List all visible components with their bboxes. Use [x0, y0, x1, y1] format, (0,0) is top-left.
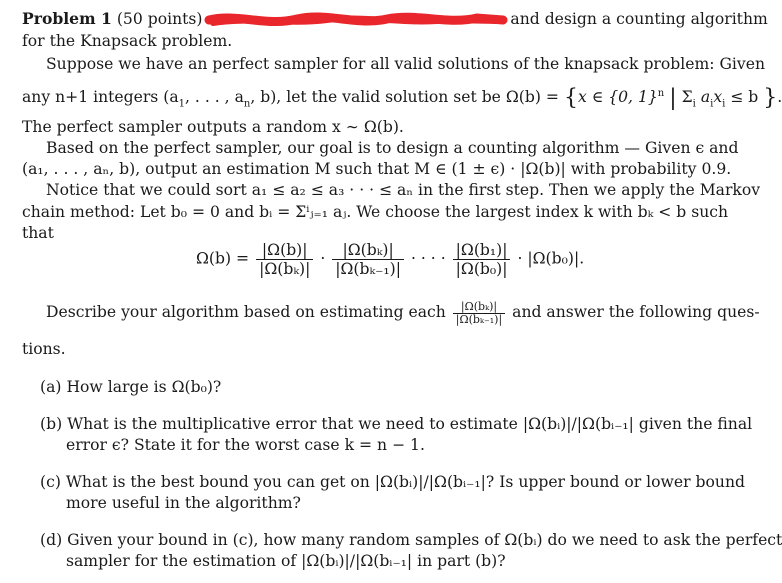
set-a: a — [700, 88, 711, 107]
eq-tail: · |Ω(b₀)|. — [517, 249, 585, 268]
set-bar: | — [669, 85, 677, 111]
right-brace: } — [763, 85, 778, 111]
para1-line3: The perfect sampler outputs a random x ∼ Ω(b). — [22, 118, 404, 136]
set-sup: n — [657, 88, 665, 99]
question-c-line2: more useful in the algorithm? — [66, 494, 301, 512]
describe-post: and answer the following ques- — [512, 303, 760, 321]
para2-line2: (a₁, . . . , aₙ, b), output an estimation M such that M ∈ (1 ± ϵ) · |Ω(b)| with probability 0.9. — [22, 160, 732, 178]
eq-f1-den: |Ω(bₖ)| — [259, 260, 311, 278]
describe-line — [46, 300, 760, 326]
question-d-line1: Given your bound in (c), how many random samples of Ω(bᵢ) do we need to ask the perfect — [67, 531, 782, 549]
para1-line1: Suppose we have an perfect sampler for all valid solutions of the knapsack problem: Given — [46, 55, 765, 73]
question-c — [40, 472, 745, 493]
para3-line3: that — [22, 224, 54, 242]
para1-text-a: any n+1 integers (a — [22, 88, 179, 107]
redaction-scribble — [207, 11, 505, 29]
question-b — [40, 414, 752, 435]
eq-f2-den: |Ω(bₖ₋₁)| — [335, 260, 401, 278]
describe-f-num: |Ω(bₖ)| — [453, 301, 505, 314]
eq-lhs: Ω(b) = — [196, 249, 250, 268]
left-brace: { — [563, 85, 578, 111]
para3-line2: chain method: Let b₀ = 0 and bᵢ = Σⁱⱼ₌₁ aⱼ. We choose the largest index k with bₖ < b such — [22, 203, 729, 221]
problem-title: Problem 1 — [22, 9, 112, 28]
question-b-line2: error ϵ? State it for the worst case k = n − 1. — [66, 436, 425, 454]
set-x: x — [713, 88, 723, 107]
question-c-label: (c) — [40, 473, 61, 491]
describe-f-den: |Ω(bₖ₋₁)| — [455, 312, 503, 326]
question-a-line1: How large is Ω(b₀)? — [66, 378, 222, 396]
eq-f3-num: |Ω(b₁)| — [453, 241, 511, 260]
eq-fraction-1 — [256, 241, 313, 278]
question-d-line2: sampler for the estimation of |Ω(bᵢ)|/|Ω(bᵢ₋₁| in part (b)? — [66, 552, 506, 570]
markov-chain-equation: Ω(b) = $\frac{|\Omega(b)|}{\text{|Ω(bₖ)|}}$ · $\frac{\text{|Ω(bₖ)|}}{\text{|Ω(bₖ₋₁)|}}$ · · · · $\frac{\text{|Ω(b₁)|}}{\text{|Ω(b₀)|}}$ · |Ω(b₀)|. — [196, 241, 585, 278]
question-a — [40, 377, 221, 398]
para1-text-b: , . . . , a — [185, 88, 244, 107]
question-d — [40, 530, 782, 551]
question-b-line1: What is the multiplicative error that we need to estimate |Ω(bᵢ)|/|Ω(bᵢ₋₁| given the final — [67, 415, 753, 433]
set-le-b: ≤ b — [725, 88, 759, 107]
para1-line2: any n+1 integers ($a_1$, . . . , $a_n$, b), let the valid solution set be Ω(b) = {x ∈ {0, 1}$^n$ | $\Sigma_i$ $a_ix_i \le b$ }. — [22, 85, 782, 111]
para2-line1: Based on the perfect sampler, our goal is to design a counting algorithm — Given ϵ and — [46, 139, 739, 157]
problem-points: (50 points) — [116, 10, 203, 28]
para3-line1: Notice that we could sort a₁ ≤ a₂ ≤ a₃ · · · ≤ aₙ in the first step. Then we apply the Markov — [46, 181, 761, 199]
eq-f3-den: |Ω(b₀)| — [455, 260, 508, 278]
question-c-line1: What is the best bound you can get on |Ω(bᵢ)|/|Ω(bᵢ₋₁|? Is upper bound or lower bound — [65, 473, 745, 491]
describe-line2: tions. — [22, 340, 66, 358]
sum-sub: i — [692, 98, 696, 110]
question-b-label: (b) — [40, 415, 63, 433]
eq-dots: · · · · — [410, 249, 446, 268]
problem-intro-tail: and design a counting algorithm — [510, 10, 768, 28]
problem-heading — [22, 9, 768, 29]
problem-line2: for the Knapsack problem. — [22, 32, 233, 50]
question-d-label: (d) — [40, 531, 63, 549]
eq-fraction-2 — [332, 241, 404, 278]
describe-pre: Describe your algorithm based on estimating each — [46, 303, 446, 321]
set-domain: x ∈ {0, 1} — [577, 88, 658, 107]
question-a-label: (a) — [40, 378, 62, 396]
para1-text-c: , b), let the valid solution set be Ω(b) = — [250, 88, 559, 107]
sum-symbol: Σ — [681, 88, 693, 107]
eq-f1-num: |Ω(b)| — [256, 241, 313, 260]
describe-fraction — [453, 301, 505, 326]
eq-fraction-3 — [453, 241, 511, 278]
eq-f2-num: |Ω(bₖ)| — [332, 241, 404, 260]
